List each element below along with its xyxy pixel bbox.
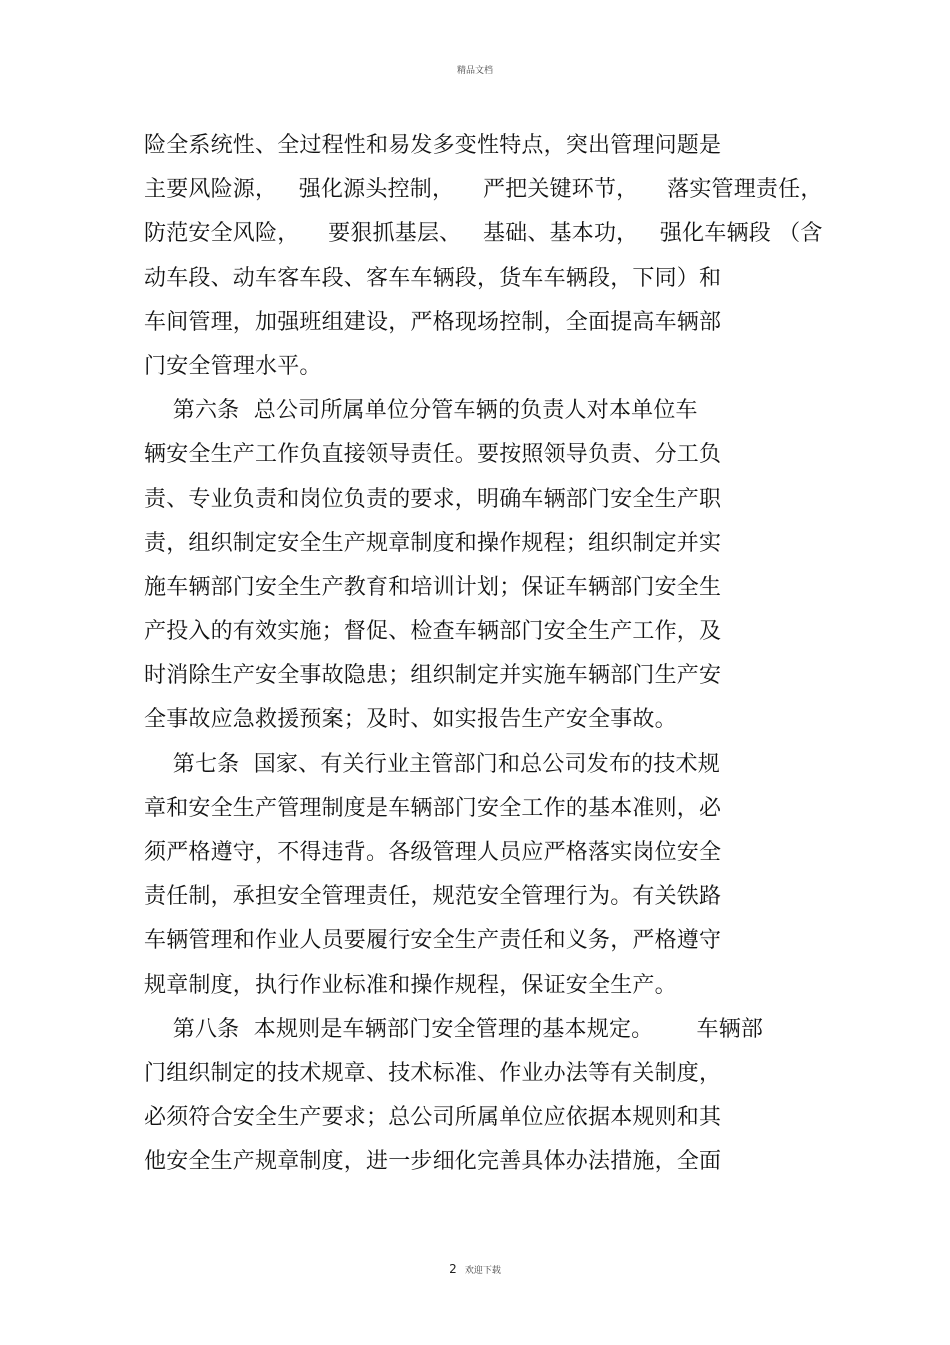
text-line: 责任制，承担安全管理责任，规范安全管理行为。有关铁路	[144, 884, 722, 910]
text-line: 车间管理，加强班组建设，严格现场控制，全面提高车辆部	[144, 309, 722, 335]
article-7-start: 第七条 国家、有关行业主管部门和总公司发布的技术规	[144, 751, 720, 777]
header-note: 精品文档	[456, 66, 493, 76]
document-body	[144, 124, 824, 1185]
text-line: 章和安全生产管理制度是车辆部门安全工作的基本准则，必	[144, 795, 722, 821]
article-6-start: 第六条 总公司所属单位分管车辆的负责人对本单位车	[144, 398, 698, 424]
text-line: 车辆管理和作业人员要履行安全生产责任和义务，严格遵守	[144, 928, 722, 954]
text-line: 责、专业负责和岗位负责的要求，明确车辆部门安全生产职	[144, 486, 722, 512]
page-number: 2	[449, 1262, 457, 1276]
text-line: 须严格遵守，不得违背。各级管理人员应严格落实岗位安全	[144, 840, 722, 865]
text-line: 责，组织制定安全生产规章制度和操作规程；组织制定并实	[144, 530, 722, 556]
text-line: 动车段、动车客车段、客车车辆段，货车车辆段，下同）和	[144, 265, 722, 291]
text-line: 时消除生产安全事故隐患；组织制定并实施车辆部门生产安	[144, 663, 722, 689]
text-line: 全事故应急救援预案；及时、如实报告生产安全事故。	[144, 707, 677, 733]
text-line: 他安全生产规章制度，进一步细化完善具体办法措施，全面	[144, 1149, 722, 1175]
text-line: 险全系统性、全过程性和易发多变性特点，突出管理问题是	[144, 133, 722, 158]
article-8-start: 第八条 本规则是车辆部门安全管理的基本规定。 车辆部	[144, 1016, 764, 1042]
text-line: 必须符合安全生产要求；总公司所属单位应依据本规则和其	[144, 1105, 722, 1131]
text-line: 门组织制定的技术规章、技术标准、作业办法等有关制度，	[144, 1060, 722, 1086]
text-line: 门安全管理水平。	[144, 353, 322, 379]
footer-note: 欢迎下载	[464, 1266, 501, 1276]
text-line: 产投入的有效实施；督促、检查车辆部门安全生产工作，及	[144, 619, 722, 645]
page-footer	[0, 1260, 950, 1276]
text-line: 辆安全生产工作负直接领导责任。要按照领导负责、分工负	[144, 442, 722, 468]
text-line: 施车辆部门安全生产教育和培训计划；保证车辆部门安全生	[144, 574, 722, 600]
text-line: 主要风险源， 强化源头控制， 严把关键环节， 落实管理责任，	[144, 177, 823, 203]
text-line: 防范安全风险， 要狠抓基层、 基础、基本功， 强化车辆段 （含	[144, 221, 823, 247]
text-line: 规章制度，执行作业标准和操作规程，保证安全生产。	[144, 972, 677, 998]
